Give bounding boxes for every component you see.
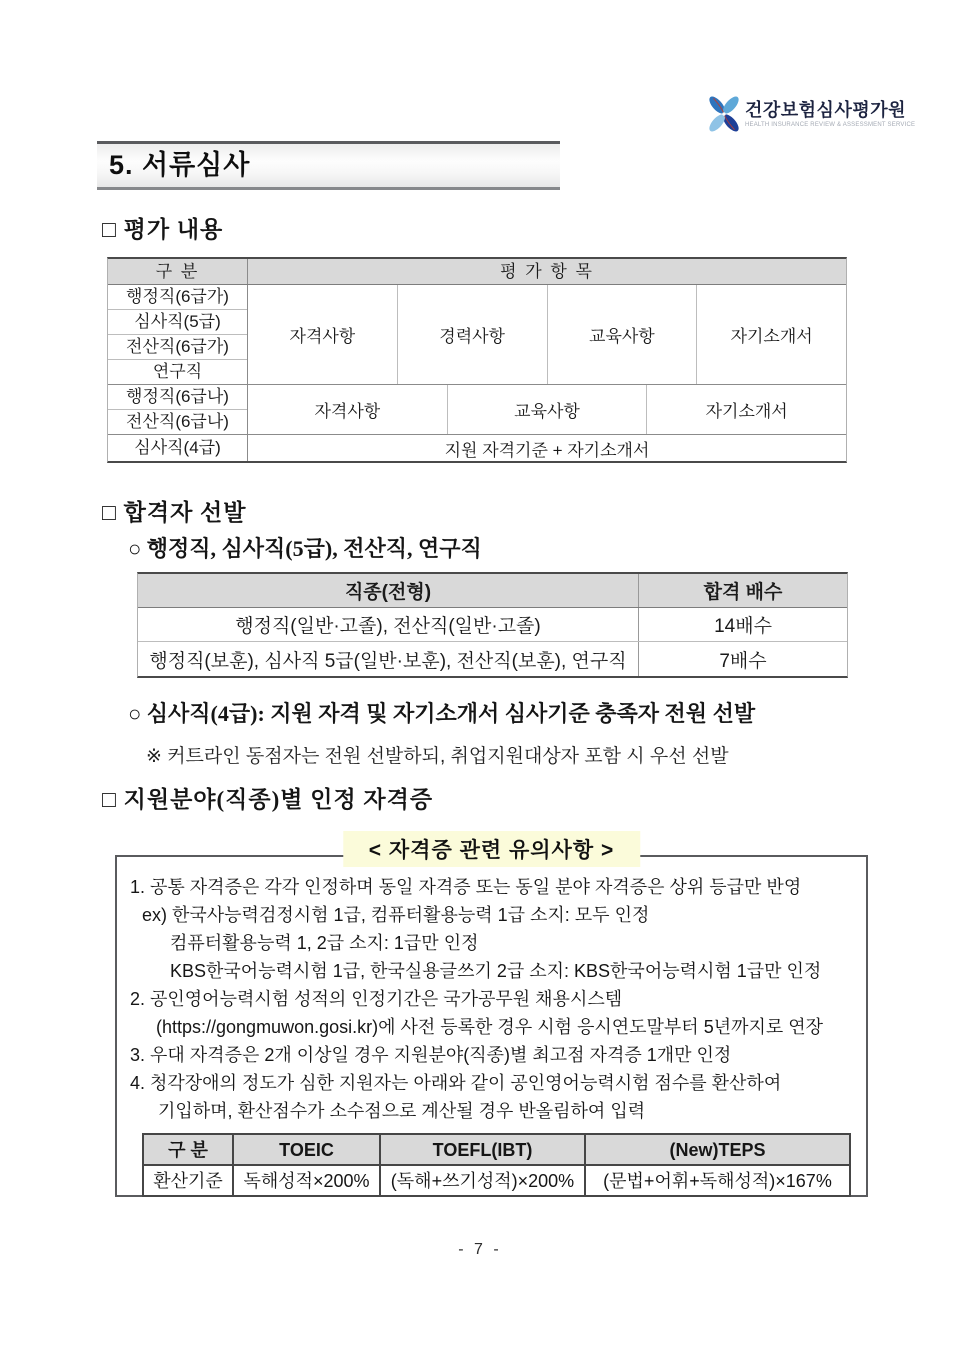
table-row-label: 심사직(4급) <box>134 438 221 457</box>
table-row-label: 전산직(6급나) <box>108 410 247 435</box>
job-type-column <box>108 285 248 461</box>
table-cell: 환산기준 <box>143 1165 233 1196</box>
table-cell: (독해+쓰기성적)×200% <box>380 1165 585 1196</box>
table-cell: 교육사항 <box>548 285 698 384</box>
selection-ratio-table <box>137 572 848 678</box>
column-header-group: 구 분 <box>108 259 248 284</box>
notice-line: (https://gongmuwon.gosi.kr)에 사전 등록한 경우 시험 응시연도말부터 5년까지로 연장 <box>156 1017 824 1037</box>
heading-eval-content: □ 평가 내용 <box>102 217 224 242</box>
notice-box-title: < 자격증 관련 유의사항 > <box>343 831 640 867</box>
score-conversion-table <box>142 1133 851 1197</box>
page-number: - 7 - <box>458 1241 502 1258</box>
column-header: TOEFL(IBT) <box>380 1134 585 1165</box>
table-cell: 자격사항 <box>248 385 448 434</box>
page-title: 5. 서류심사 <box>109 150 251 180</box>
column-header-items: 평 가 항 목 <box>500 262 594 281</box>
eval-items-group-a <box>248 285 846 385</box>
cutline-note: ※ 커트라인 동점자는 전원 선발하되, 취업지원대상자 포함 시 우선 선발 <box>146 746 729 767</box>
hira-logo-icon <box>708 93 740 135</box>
conversion-table-row <box>143 1165 850 1196</box>
notice-line: 2. 공인영어능력시험 성적의 인정기간은 국가공무원 채용시스템 <box>130 989 623 1009</box>
notice-line: 3. 우대 자격증은 2개 이상일 경우 지원분야(직종)별 최고점 자격증 1개만 인정 <box>130 1045 732 1065</box>
selection-table-header <box>138 574 847 608</box>
org-subtitle: HEALTH INSURANCE REVIEW & ASSESSMENT SERVICE <box>745 122 916 128</box>
table-cell: (문법+어휘+독해성적)×167% <box>585 1165 850 1196</box>
section-title-banner <box>97 141 560 190</box>
notice-line: 4. 청각장애의 정도가 심한 지원자는 아래와 같이 공인영어능력시험 점수를 환산하여 <box>130 1073 782 1093</box>
notice-line: 컴퓨터활용능력 1, 2급 소지: 1급만 인정 <box>170 933 479 953</box>
table-cell-ratio: 14배수 <box>638 608 847 641</box>
notice-line: 기입하며, 환산점수가 소수점으로 계산될 경우 반올림하여 입력 <box>158 1101 646 1121</box>
org-logo <box>708 93 915 135</box>
table-cell-job: 행정직(일반·고졸), 전산직(일반·고졸) <box>235 616 541 637</box>
table-cell: 자격사항 <box>248 285 398 384</box>
notice-line: KBS한국어능력시험 1급, 한국실용글쓰기 2급 소지: KBS한국어능력시험 1급만 인정 <box>170 961 822 981</box>
table-cell: 자기소개서 <box>730 327 813 346</box>
table-cell-ratio: 7배수 <box>638 642 847 676</box>
table-row <box>138 608 847 642</box>
certificate-notice-box <box>115 839 868 1197</box>
table-cell: 교육사항 <box>448 385 648 434</box>
notice-line: ex) 한국사능력검정시험 1급, 컴퓨터활용능력 1급 소지: 모두 인정 <box>142 905 650 925</box>
table-cell: 자기소개서 <box>705 402 788 421</box>
column-header: TOEIC <box>233 1134 380 1165</box>
eval-items-group-c <box>248 435 846 461</box>
table-row <box>138 642 847 676</box>
table-cell-job: 행정직(보훈), 심사직 5급(일반·보훈), 전산직(보훈), 연구직 <box>149 650 627 672</box>
table-row-label: 전산직(6급가) <box>108 335 247 360</box>
heading-selection: □ 합격자 선발 <box>102 500 247 525</box>
org-name: 건강보험심사평가원 <box>745 100 906 120</box>
column-header-job: 직종(전형) <box>344 582 432 603</box>
table-row-label: 행정직(6급가) <box>108 285 247 310</box>
subheading-selection-jobs: ○ 행정직, 심사직(5급), 전산직, 연구직 <box>128 536 482 561</box>
column-header-ratio: 합격 배수 <box>638 574 847 607</box>
column-header: (New)TEPS <box>585 1134 850 1165</box>
table-cell: 독해성적×200% <box>233 1165 380 1196</box>
heading-certificates: □ 지원분야(직종)별 인정 자격증 <box>102 787 434 812</box>
conversion-table-header <box>143 1134 850 1165</box>
evaluation-table <box>107 257 847 463</box>
column-header: 구 분 <box>143 1134 233 1165</box>
table-row-label: 행정직(6급나) <box>108 385 247 410</box>
subheading-review-grade4: ○ 심사직(4급): 지원 자격 및 자기소개서 심사기준 충족자 전원 선발 <box>128 701 756 726</box>
table-row-label: 연구직 <box>108 360 247 385</box>
table-cell: 지원 자격기준 + 자기소개서 <box>444 440 650 460</box>
table-row-label: 심사직(5급) <box>108 310 247 335</box>
eval-items-group-b <box>248 385 846 435</box>
notice-line: 1. 공통 자격증은 각각 인정하며 동일 자격증 또는 동일 분야 자격증은 상위 등급만 반영 <box>130 877 802 897</box>
evaluation-table-header <box>108 259 846 285</box>
table-cell: 경력사항 <box>398 285 548 384</box>
